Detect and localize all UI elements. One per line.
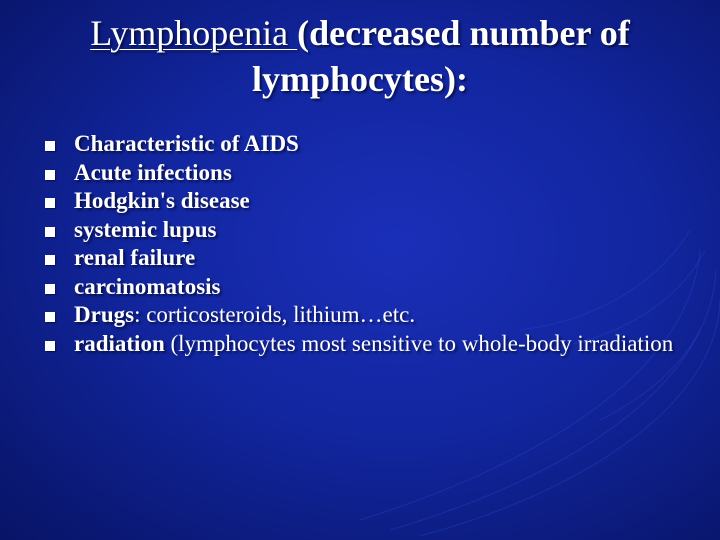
title-term: Lymphopenia — [90, 13, 298, 53]
list-item-bold-text: Acute infections — [74, 159, 232, 185]
list-item-text: : corticosteroids, lithium…etc. — [134, 302, 416, 327]
list-item-bold-text: radiation — [74, 330, 165, 356]
list-item — [44, 301, 694, 330]
list-item-bold-text: systemic lupus — [74, 216, 217, 242]
square-bullet-icon — [45, 141, 55, 151]
bullet-list — [44, 130, 694, 358]
list-item — [44, 244, 694, 273]
square-bullet-icon — [45, 227, 55, 237]
title-definition: (decreased number of lymphocytes): — [252, 13, 630, 99]
list-item — [44, 187, 694, 216]
list-item-text: (lymphocytes most sensitive to whole-body irradiation — [164, 330, 674, 356]
square-bullet-icon — [45, 284, 55, 294]
list-item — [44, 130, 694, 159]
list-item-bold-text: Drugs — [74, 302, 135, 327]
square-bullet-icon — [45, 170, 55, 180]
list-item — [44, 273, 694, 302]
list-item-bold-text: renal failure — [74, 245, 196, 270]
slide-title — [0, 10, 720, 102]
square-bullet-icon — [45, 341, 55, 351]
square-bullet-icon — [45, 312, 55, 322]
square-bullet-icon — [45, 255, 55, 265]
list-item-bold-text: carcinomatosis — [74, 273, 221, 299]
square-bullet-icon — [45, 198, 55, 208]
list-item-bold-text: Characteristic of AIDS — [74, 131, 299, 156]
list-item — [44, 330, 694, 359]
list-item-bold-text: Hodgkin's disease — [74, 188, 250, 213]
list-item — [44, 216, 694, 245]
list-item — [44, 159, 694, 188]
